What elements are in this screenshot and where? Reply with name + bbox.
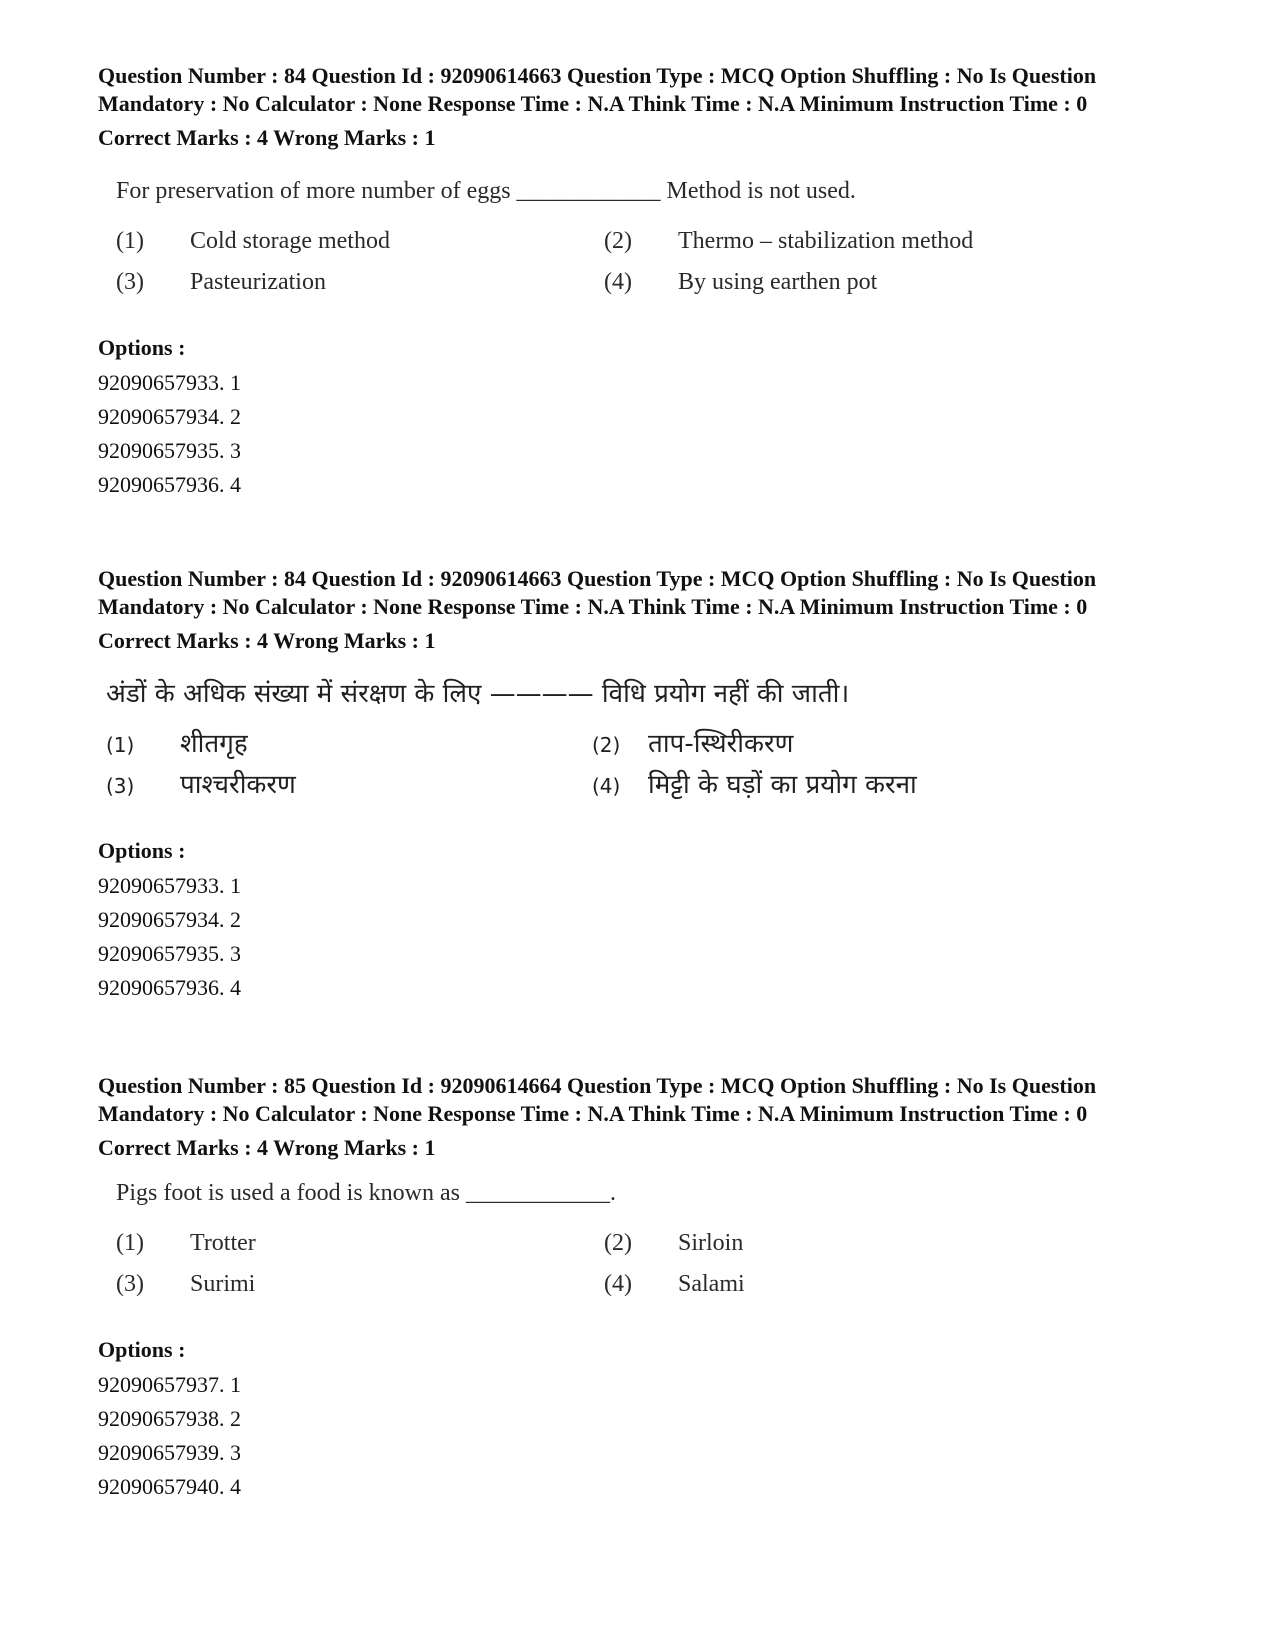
question-block-2	[98, 565, 1158, 1005]
options-list	[98, 366, 1158, 502]
choice-number: (2)	[604, 1230, 632, 1256]
list-item: 92090657935. 3	[98, 941, 241, 966]
question-image	[116, 174, 1016, 306]
question-meta: Question Number : 84 Question Id : 92090614663 Question Type : MCQ Option Shuffling : No Is Question Mandatory : No Calculator : None Response Time : N.A Think Time : N.A Minimum Instruction Time : 0	[98, 566, 1097, 619]
question-meta: Question Number : 84 Question Id : 92090614663 Question Type : MCQ Option Shuffling : No Is Question Mandatory : No Calculator : None Response Time : N.A Think Time : N.A Minimum Instruction Time : 0	[98, 63, 1097, 116]
choice-number: (4)	[604, 269, 632, 295]
choice-grid	[106, 727, 1006, 809]
choice-number: (4)	[592, 774, 621, 798]
choice-grid	[116, 1226, 1016, 1308]
choice-1	[116, 1226, 256, 1260]
choice-3	[116, 265, 326, 299]
choice-1	[116, 224, 390, 258]
options-list	[98, 869, 1158, 1005]
choice-text: Sirloin	[678, 1230, 744, 1256]
options-heading: Options :	[98, 335, 186, 360]
question-image	[106, 677, 1006, 809]
choice-text: Thermo – stabilization method	[678, 228, 974, 254]
choice-number: (1)	[116, 1230, 144, 1256]
choice-2	[604, 224, 973, 258]
options-heading: Options :	[98, 1337, 186, 1362]
list-item: 92090657936. 4	[98, 975, 241, 1000]
list-item: 92090657934. 2	[98, 907, 241, 932]
choice-1	[106, 727, 248, 761]
choice-4	[604, 1267, 745, 1301]
choice-number: (1)	[116, 228, 144, 254]
choice-2	[604, 1226, 743, 1260]
choice-number: (3)	[116, 269, 144, 295]
choice-number: (3)	[106, 774, 135, 798]
choice-text: Surimi	[190, 1271, 256, 1297]
list-item: 92090657938. 2	[98, 1406, 241, 1431]
choice-text: Pasteurization	[190, 269, 326, 295]
choice-text: Salami	[678, 1271, 745, 1297]
question-block-3	[98, 1072, 1158, 1504]
question-image	[116, 1176, 1016, 1308]
question-marks: Correct Marks : 4 Wrong Marks : 1	[98, 125, 436, 150]
choice-text: ताप-स्थिरीकरण	[648, 729, 794, 759]
question-text: अंडों के अधिक संख्या में संरक्षण के लिए ———— विधि प्रयोग नहीं की जाती।	[106, 679, 850, 709]
list-item: 92090657935. 3	[98, 438, 241, 463]
choice-text: By using earthen pot	[678, 269, 878, 295]
choice-text: Trotter	[190, 1230, 256, 1256]
options-list	[98, 1368, 1158, 1504]
question-text: Pigs foot is used a food is known as ____________.	[116, 1180, 616, 1206]
choice-3	[116, 1267, 255, 1301]
choice-number: (1)	[106, 733, 135, 757]
question-meta: Question Number : 85 Question Id : 92090614664 Question Type : MCQ Option Shuffling : No Is Question Mandatory : No Calculator : None Response Time : N.A Think Time : N.A Minimum Instruction Time : 0	[98, 1073, 1097, 1126]
choice-number: (2)	[592, 733, 621, 757]
choice-number: (3)	[116, 1271, 144, 1297]
question-marks: Correct Marks : 4 Wrong Marks : 1	[98, 628, 436, 653]
choice-text: पाश्चरीकरण	[180, 770, 296, 800]
choice-number: (4)	[604, 1271, 632, 1297]
choice-grid	[116, 224, 1016, 306]
options-heading: Options :	[98, 838, 186, 863]
choice-4	[592, 768, 917, 802]
choice-text: मिट्टी के घड़ों का प्रयोग करना	[648, 770, 917, 800]
question-block-1	[98, 62, 1158, 502]
list-item: 92090657933. 1	[98, 370, 241, 395]
list-item: 92090657936. 4	[98, 472, 241, 497]
choice-3	[106, 768, 296, 802]
choice-text: शीतगृह	[180, 729, 248, 759]
list-item: 92090657939. 3	[98, 1440, 241, 1465]
list-item: 92090657933. 1	[98, 873, 241, 898]
choice-2	[592, 727, 793, 761]
list-item: 92090657934. 2	[98, 404, 241, 429]
question-marks: Correct Marks : 4 Wrong Marks : 1	[98, 1135, 436, 1160]
choice-4	[604, 265, 877, 299]
choice-number: (2)	[604, 228, 632, 254]
question-text: For preservation of more number of eggs ____________ Method is not used.	[116, 178, 856, 204]
list-item: 92090657940. 4	[98, 1474, 241, 1499]
choice-text: Cold storage method	[190, 228, 390, 254]
list-item: 92090657937. 1	[98, 1372, 241, 1397]
